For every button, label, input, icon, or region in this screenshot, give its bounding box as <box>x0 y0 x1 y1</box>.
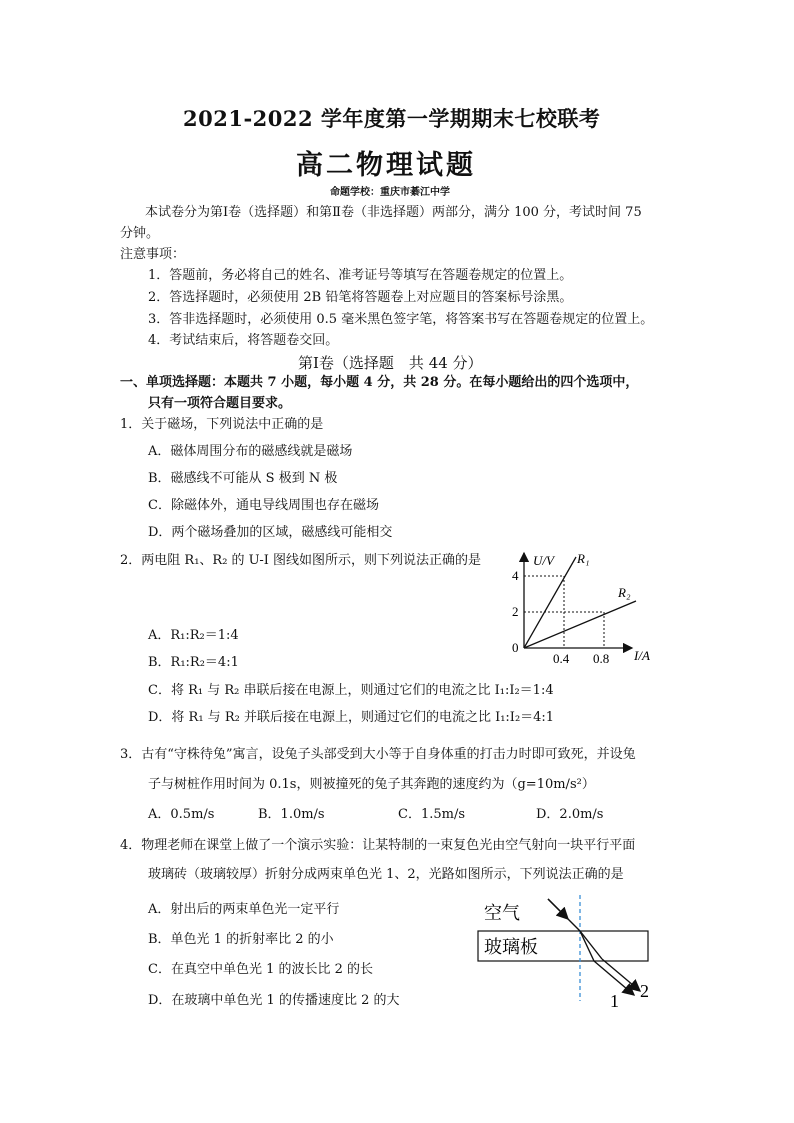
note-item: 4．考试结束后，将答题卷交回。 <box>148 333 339 348</box>
q3-option-a: A．0.5m/s <box>148 807 215 822</box>
intro-line-2: 分钟。 <box>120 226 160 241</box>
ray-1-label: 1 <box>610 991 619 1011</box>
q4-option-c: C．在真空中单色光 1 的波长比 2 的长 <box>148 962 374 977</box>
y-tick-label: 4 <box>512 568 519 583</box>
ray-1-out <box>594 961 634 995</box>
y-axis-label: U/V <box>533 553 554 568</box>
section-instruction-2: 只有一项符合题目要求。 <box>148 396 292 411</box>
subject-title: 高二物理试题 <box>296 150 476 181</box>
q1-option-d: D．两个磁场叠加的区域，磁感线可能相交 <box>148 525 393 540</box>
q3-option-c: C．1.5m/s <box>398 807 465 822</box>
q1-stem: 1．关于磁场，下列说法中正确的是 <box>120 417 324 432</box>
q3-line-2: 子与树桩作用时间为 0.1s，则被撞死的兔子其奔跑的速度约为（g=10m/s²） <box>148 777 595 792</box>
q2-option-c: C．将 R₁ 与 R₂ 串联后接在电源上，则通过它们的电流之比 I₁:I₂＝1:4 <box>148 683 554 698</box>
q4-option-d: D．在玻璃中单色光 1 的传播速度比 2 的大 <box>148 993 400 1008</box>
q4-refraction-figure <box>470 893 670 1015</box>
q4-line-1: 4．物理老师在课堂上做了一个演示实验：让某特制的一束复色光由空气射向一块平行平面 <box>120 838 636 853</box>
incident-arrow <box>548 899 568 919</box>
intro-line-1: 本试卷分为第Ⅰ卷（选择题）和第Ⅱ卷（非选择题）两部分，满分 100 分，考试时间 75 <box>145 205 642 220</box>
q1-option-a: A．磁体周围分布的磁感线就是磁场 <box>148 444 353 459</box>
q1-option-c: C．除磁体外，通电导线周围也存在磁场 <box>148 498 379 513</box>
air-label: 空气 <box>484 903 520 923</box>
q1-option-b: B．磁感线不可能从 S 极到 N 极 <box>148 471 338 486</box>
note-item: 3．答非选择题时，必须使用 0.5 毫米黑色签字笔，将答案书写在答题卷规定的位置上。 <box>148 312 654 327</box>
y-tick-label: 2 <box>512 604 519 619</box>
school-line: 命题学校：重庆市綦江中学 <box>330 187 450 198</box>
part1-heading: 第Ⅰ卷（选择题 共 44 分） <box>298 354 483 372</box>
note-item: 2．答选择题时，必须使用 2B 铅笔将答题卷上对应题目的答案标号涂黑。 <box>148 290 573 305</box>
glass-label: 玻璃板 <box>484 937 538 957</box>
q2-ui-graph <box>500 545 680 670</box>
q2-option-b: B．R₁:R₂＝4:1 <box>148 655 239 670</box>
q2-stem: 2．两电阻 R₁、R₂ 的 U-I 图线如图所示，则下列说法正确的是 <box>120 553 482 568</box>
section-instruction-1: 一、单项选择题：本题共 7 小题，每小题 4 分，共 28 分。在每小题给出的四个选项中， <box>120 375 639 390</box>
origin-label: 0 <box>512 640 519 655</box>
q3-option-d: D．2.0m/s <box>536 807 604 822</box>
ray-2-label: 2 <box>640 981 649 1001</box>
r2-label: R₂ <box>618 585 631 600</box>
r1-label: R₁ <box>577 551 590 566</box>
q3-line-1: 3．古有“守株待兔”寓言，设兔子头部受到大小等于自身体重的打击力时即可致死，并设兔 <box>120 747 636 762</box>
q4-line-2: 玻璃砖（玻璃较厚）折射分成两束单色光 1、2，光路如图所示，下列说法正确的是 <box>148 867 624 882</box>
r2-line <box>524 601 636 648</box>
x-axis-label: I/A <box>634 648 650 663</box>
ray-2-out <box>602 959 640 991</box>
x-tick-label: 0.8 <box>593 651 610 666</box>
note-item: 1．答题前，务必将自己的姓名、准考证号等填写在答题卷规定的位置上。 <box>148 268 573 283</box>
q4-option-b: B．单色光 1 的折射率比 2 的小 <box>148 932 334 947</box>
r1-line <box>524 557 576 648</box>
q2-option-d: D．将 R₁ 与 R₂ 并联后接在电源上，则通过它们的电流之比 I₁:I₂＝4:1 <box>148 710 555 725</box>
q3-option-b: B．1.0m/s <box>258 807 325 822</box>
notes-title: 注意事项： <box>120 247 186 262</box>
q2-option-a: A．R₁:R₂＝1:4 <box>148 628 239 643</box>
x-tick-label: 0.4 <box>553 651 570 666</box>
q4-option-a: A．射出后的两束单色光一定平行 <box>148 902 340 917</box>
exam-title: 2021-2022 学年度第一学期期末七校联考 <box>183 106 601 131</box>
